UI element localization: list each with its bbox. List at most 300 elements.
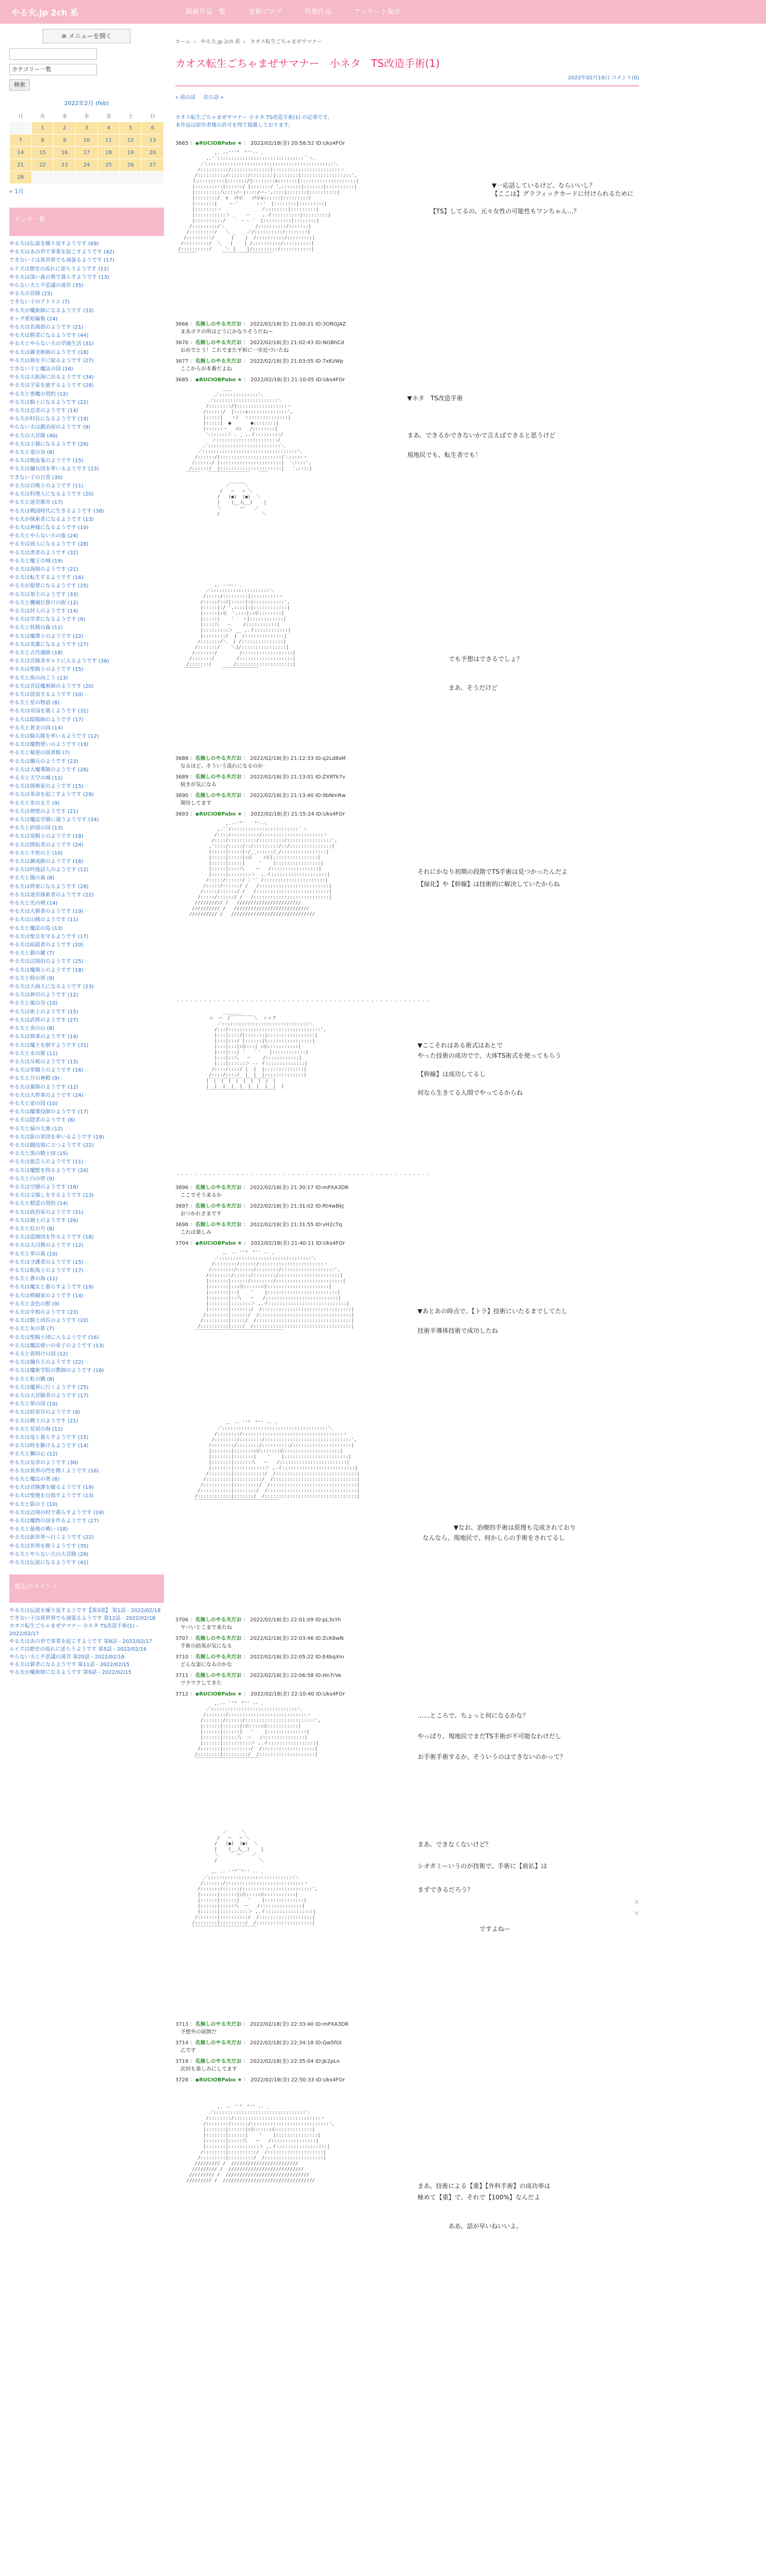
calendar-day (76, 172, 98, 184)
link-item[interactable]: やる夫は探検家のようです (15) (9, 784, 84, 790)
post-date: 2022/02/18(金) 22:33:40 (250, 2022, 314, 2027)
link-item[interactable]: やる夫と金色の獣 (9) (9, 1301, 60, 1307)
comment-item[interactable]: やる夫は伝説を繰り返すようです【第3部】 第1話 - 2022/02/18 (9, 1608, 161, 1614)
post-number: 3670 (175, 340, 189, 346)
calendar-day (142, 172, 164, 184)
link-item[interactable]: やる夫は戦士のようです (21) (9, 1418, 78, 1424)
post (175, 339, 639, 354)
speech-group (430, 150, 634, 305)
link-item[interactable]: やる夫と蒼の海 (11) (9, 1276, 58, 1282)
link-item[interactable]: やらない夫は鍛冶屋のようです (9) (9, 425, 91, 431)
speech-line: ああ、話が早いねいいよ。 (448, 2223, 523, 2230)
post (175, 140, 639, 147)
link-item[interactable]: やる夫は魔物使いのようです (19) (9, 742, 89, 748)
open-menu-button[interactable]: ≡ メニューを開く (43, 29, 130, 43)
calendar-day[interactable]: 28 (10, 172, 32, 184)
post-author: 名無しのやる夫だお (195, 756, 242, 761)
link-item[interactable]: やる夫は冒険者ギルドに入るようです (36) (9, 658, 109, 665)
article-title: カオス転生ごちゃまぜサマナー 小ネタ TS改造手術(1) (175, 57, 440, 70)
scroll-bottom-icon[interactable]: ∨ (634, 1909, 639, 1917)
link-item[interactable]: やる夫は大司教のようです (12) (9, 1243, 84, 1249)
link-item[interactable]: やる夫は聖騎士のようです (15) (9, 667, 84, 673)
link-item[interactable]: やる夫と炎の山 (8) (9, 1026, 55, 1032)
link-item[interactable]: やる夫は転生するようです (16) (9, 575, 84, 581)
post-date: 2022/02/18(金) 20:58:52 (250, 141, 314, 146)
link-item[interactable]: やる夫は傭兵のようです (23) (9, 758, 78, 765)
link-item[interactable]: やる夫と精霊の契約 (14) (9, 1201, 68, 1207)
link-item[interactable]: やる夫と機械仕掛けの街 (12) (9, 600, 78, 606)
link-item[interactable]: やる夫は異界の門を開くようです (16) (9, 1468, 99, 1474)
post-date: 2022/02/18(金) 21:13:01 (250, 774, 314, 780)
comment-item[interactable]: やる夫はあの世で事業を起こすようです 第8話 - 2022/02/17 (9, 1639, 153, 1645)
link-item[interactable]: やる夫は新世界へ行くようです (22) (9, 1535, 94, 1541)
link-item[interactable]: やる夫は聖騎士団に入るようです (16) (9, 1334, 99, 1341)
link-item[interactable]: やる夫は拳闘士のようです (16) (9, 1067, 84, 1074)
link-item[interactable]: やる夫は吸血鬼のようです (15) (9, 458, 84, 464)
post-id: ID:mPXA3DR (315, 2022, 349, 2027)
post-author: 名無しのやる夫だお (195, 1222, 242, 1228)
link-item[interactable]: やる夫が提督になるようです (25) (9, 583, 89, 589)
aa-art: ,. -‐ ''"￣"'' ‐- 、 ／:::::::::::::::::::::::::::::::::＼ /::::::::/:::::::::::::::::::::::::::::::ヽ /::::::::/::::::/::::::::::::::::::::::::::::', |:::::::|::::::|ｨ示:::::ｨ示:::::::::::::| |:::::::|::::::| ' |:::::::::::::::| |:::::::|:::::八 ー /::::::::::::::::| |:::::::|:::::::::::＞ ,.イ::::::::::::::::::| /::::::::|::::::::::/ /::::::::::::::::::::| /:::::::::|:::::::::/ /:::::::::::::::::::::| ///////// / //////////////////////// ///////// / /////////////////////////// ///////// / ////////////////////////////// ///////// / ///////////////////////////////// (186, 2105, 335, 2183)
link-item[interactable]: やる夫と竜の谷 (8) (9, 450, 55, 456)
post-number: 3710 (175, 1654, 189, 1660)
speech-line: お手術手術するか、そういうのはできないのかって？ (418, 1753, 567, 1760)
link-item[interactable]: ルイズは歴史の流れに逆らうようです (11) (9, 266, 109, 272)
link-item[interactable]: やる夫は勇者のようです (32) (9, 550, 78, 556)
link-item[interactable]: やる夫は騎士団長のようです (20) (9, 1318, 89, 1324)
post-date: 2022/02/18(金) 21:40:11 (250, 1241, 314, 1246)
link-item[interactable]: やる夫は守護者のようです (15) (9, 1259, 84, 1265)
link-item[interactable]: やる夫は魔剣士のようです (18) (9, 967, 84, 973)
link-item[interactable]: やる夫は魔王を倒すようです (31) (9, 1042, 89, 1048)
link-item[interactable]: やる夫は帝国を築くようです (31) (9, 708, 89, 715)
link-item[interactable]: やる夫は武将のようです (27) (9, 1017, 78, 1023)
speech-line: 【幹線】は成功してるし (418, 1071, 486, 1078)
speech-line: ▼なお、治療的手術は原理も完成されており (454, 1524, 576, 1531)
link-item[interactable]: やる夫は開拓者のようです (24) (9, 842, 84, 848)
link-item[interactable]: やる夫は薬師のようです (12) (9, 1084, 78, 1090)
post-id: ID:Rt4wBkJ (315, 1204, 344, 1209)
post-number: 3706 (175, 1617, 189, 1623)
link-item[interactable]: やらない夫と不思議の迷宮 (35) (9, 283, 84, 289)
link-item[interactable]: やる夫は盗賊団を作るようです (18) (9, 1234, 94, 1241)
calendar-day[interactable]: 17 (76, 147, 98, 159)
post-id: ID:Uks4FOr (315, 377, 345, 383)
aa-art: ,. -‐―‐- 、 ／:::::::::::::::::::::＼ /:::::/:::::::::|::::::::::ヽ /:::::/::/|:::::|:|:::::::::::', |:::::|:/ ',::::|:|::::::::::::| |:::::|ｨ示 ',:::|:ｨ示::::::::| |:::::| ' ヽ|::::::::::::| |::::八 ー /:::::::::::| |:::::::::＞ __ ,.イ::::::::::::| |::::::::/ | /::::::::::::::| /:::::::/＼ | /:::::::::::::::| /:::::::/ ＼|/::::::::::::::::| /:::::::/ /::::::::::::::::::| /:::::::/ /:::::::::::::::::::| /:::::::/ /::::::::::::::::::::| ￣￣￣￣ ￣￣￣￣￣￣￣￣ (184, 583, 295, 673)
link-item[interactable]: やる夫と翠の森 (10) (9, 1251, 58, 1257)
calendar-day[interactable]: 18 (97, 147, 120, 159)
link-item[interactable]: やる夫と迷宮都市 (17) (9, 500, 63, 506)
link-item[interactable]: やる夫は魔女と暮らすようです (19) (9, 1284, 94, 1291)
link-item[interactable]: やる夫が村長になるようです (19) (9, 416, 89, 422)
link-item[interactable]: やる夫は魔導士のようです (22) (9, 633, 84, 639)
calendar-day[interactable]: 8 (31, 134, 54, 147)
link-item[interactable]: やる夫は紋章官のようです (9) (9, 1410, 80, 1416)
post-body: これは楽しみ (180, 1230, 211, 1235)
link-item[interactable]: やる夫は剣を手に取るようです (27) (9, 358, 94, 364)
link-item[interactable]: やる夫はあの世で事業を起こすようです (42) (9, 249, 114, 256)
link-item[interactable]: やる夫は大将軍のようです (24) (9, 1092, 84, 1098)
calendar-day[interactable]: 15 (31, 147, 54, 159)
post-header: 3713 ：名無しのやる夫だお ： 2022/02/18(金) 22:33:40 ID:mPXA3DR (175, 2022, 349, 2027)
link-item[interactable]: やる夫は傭兵王のようです (22) (9, 1360, 84, 1366)
calendar-day[interactable]: 5 (120, 122, 142, 134)
link-item[interactable]: やる夫と悪魔の契約 (12) (9, 391, 68, 397)
aa-scene (175, 1701, 639, 1830)
link-item[interactable]: やる夫と秘密の図書館 (7) (9, 750, 70, 756)
link-item[interactable]: やる夫と海の向こう (13) (9, 675, 68, 681)
breadcrumb-category[interactable]: やる夫.jp 2ch 系 (201, 39, 241, 45)
comment-item[interactable]: できない子は異世界でも頑張るようです 第12話 - 2022/02/18 (9, 1616, 156, 1622)
calendar-day[interactable]: 16 (54, 147, 76, 159)
link-item[interactable]: やる夫は狩人のようです (14) (9, 608, 78, 614)
link-item[interactable]: やる夫は宮廷魔術師のようです (20) (9, 683, 94, 689)
prev-article-link[interactable]: « 前の話 (175, 95, 196, 100)
link-item[interactable]: やる夫は錬成師のようです (16) (9, 859, 84, 865)
link-item[interactable]: やる夫と黄金の国 (14) (9, 725, 63, 731)
speech-line: まずできるだろう？ (418, 1886, 474, 1893)
calendar-day[interactable]: 25 (97, 159, 120, 172)
link-item[interactable]: やる夫は聖地を目指すようです (13) (9, 1493, 94, 1499)
link-item[interactable]: やる夫は竜と暮らすようです (15) (9, 1435, 89, 1441)
link-item[interactable]: やる夫と緑の大地 (12) (9, 1126, 63, 1132)
link-item[interactable]: やる夫は術士のようです (15) (9, 1009, 78, 1015)
link-item[interactable]: やる夫の冒険 (25) (9, 291, 53, 297)
article-date: 2022年02月19日 (568, 75, 610, 81)
breadcrumb-series[interactable]: カオス転生ごちゃまぜサマナー (250, 39, 323, 45)
calendar-day[interactable]: 23 (54, 159, 76, 172)
link-item[interactable]: やる夫は学者になるようです (9) (9, 617, 86, 623)
link-item[interactable]: やる夫が探索者になるようです (13) (9, 516, 94, 522)
post-date: 2022/02/18(金) 21:03:05 (250, 359, 314, 364)
calendar-day[interactable]: 26 (120, 159, 142, 172)
link-item[interactable]: やる夫は放浪するようです (10) (9, 691, 84, 698)
link-item[interactable]: やる夫は政治家のようです (21) (9, 1209, 84, 1215)
link-item[interactable]: やる夫は迷宮探索者のようです (22) (9, 892, 94, 898)
post-body: おめでとう！これでまた平和に一歩近づいたね (180, 348, 289, 353)
link-item[interactable]: やる夫は賢者になるようです (44) (9, 333, 89, 339)
calendar-day[interactable]: 22 (31, 159, 54, 172)
link-item[interactable]: やる夫は傭兵団を率いるようです (23) (9, 466, 99, 472)
post-id: ID:vH2cTq (315, 1222, 342, 1228)
link-item[interactable]: やる夫と砂漠の国 (13) (9, 825, 63, 832)
post-author: 名無しのやる夫だお (195, 2059, 242, 2064)
link-item[interactable]: やる夫と魔王の城 (19) (9, 558, 63, 564)
post (175, 773, 639, 789)
speech-line: 現地民でも、転生者でも！ (407, 451, 482, 459)
speech-group (418, 1830, 547, 2021)
link-item[interactable]: やる夫は王様になるようです (26) (9, 441, 89, 447)
link-item[interactable]: やる夫は航海士のようです (17) (9, 1267, 84, 1274)
comment-item[interactable]: ルイズは歴史の流れに逆らうようです 第5話 - 2022/02/16 (9, 1647, 147, 1653)
next-article-link[interactable]: 次の話 » (203, 95, 224, 100)
link-item[interactable]: やる夫と灰の都 (7) (9, 1326, 55, 1332)
link-item[interactable]: やる夫が魔術師になるようです (33) (9, 308, 94, 314)
link-item[interactable]: やる夫は大航海に出るようです (34) (9, 375, 94, 381)
link-item[interactable]: やる夫は宇宙を旅するようです (29) (9, 383, 94, 389)
nav-item-works[interactable]: 掲載作品一覧 (186, 8, 226, 16)
link-item[interactable]: やる夫と不死の王 (10) (9, 850, 63, 856)
calendar-day (120, 172, 142, 184)
link-item[interactable]: やる夫は魔術学院の教師のようです (18) (9, 1368, 104, 1374)
category-select[interactable]: カテゴリー一覧 (9, 64, 97, 75)
link-item[interactable]: やる夫は魔物の国を作るようです (27) (9, 1518, 99, 1524)
link-item[interactable]: やる夫は大商人になるようです (23) (9, 984, 94, 990)
post (175, 1635, 639, 1650)
post-author: ◆RUCIOBPabo ★ (195, 2077, 242, 2083)
comment-item[interactable]: やる夫は賢者になるようです 第11話 - 2022/02/15 (9, 1662, 130, 1668)
post-number: 3696 (175, 1185, 189, 1191)
link-item[interactable]: やる夫と星の物語 (8) (9, 700, 60, 706)
post-header: 3706 ：名無しのやる夫だお ： 2022/02/18(金) 22:01:09 ID:pL3sYh (175, 1617, 341, 1623)
article-meta (175, 73, 639, 81)
link-item[interactable]: やる夫は魔導技師のようです (17) (9, 1109, 89, 1115)
link-item[interactable]: やる夫と魔法の島 (13) (9, 925, 63, 931)
link-item[interactable]: やる夫は執事のようです (14) (9, 1034, 78, 1040)
link-item[interactable]: やる夫は将軍になるようです (28) (9, 884, 89, 890)
link-item[interactable]: やる夫と夜明けの国 (12) (9, 1351, 68, 1358)
speech-line: まあ、できなくないけど？ (418, 1841, 492, 1848)
post-date: 2022/02/18(金) 22:35:04 (250, 2059, 314, 2064)
calendar-day[interactable]: 24 (76, 159, 98, 172)
link-item[interactable]: やる夫は剣聖のようです (21) (9, 808, 78, 815)
link-item[interactable]: やる夫と雷の国 (10) (9, 1100, 58, 1107)
link-item[interactable]: やる夫は海賊のようです (21) (9, 566, 78, 572)
link-item[interactable]: やる夫は暗殺者のようです (20) (9, 942, 84, 948)
link-item[interactable]: やる夫と黒の騎士団 (15) (9, 1151, 68, 1157)
link-item[interactable]: やる夫と古代遺跡 (18) (9, 650, 63, 656)
link-item[interactable]: やる夫は皇帝のようです (30) (9, 1460, 78, 1466)
link-item[interactable]: やる夫は山賊のようです (11) (9, 917, 78, 923)
comment-item[interactable]: やる夫が魔術師になるようです 第9話 - 2022/02/15 (9, 1670, 132, 1676)
link-item[interactable]: やる夫は料理人になるようです (20) (9, 492, 94, 498)
speech-group (418, 2105, 551, 2280)
post (175, 1653, 639, 1669)
calendar-day[interactable]: 11 (97, 134, 120, 147)
link-item[interactable]: やる夫は旅芸人のようです (11) (9, 1159, 84, 1165)
calendar-day[interactable]: 12 (120, 134, 142, 147)
link-item[interactable]: やる夫と鋼の心 (12) (9, 1451, 58, 1458)
scroll-controls (632, 1896, 641, 1919)
calendar-day[interactable]: 21 (10, 159, 32, 172)
speech-line: やっぱり、現地民でまだTS手術が不可能なわけだし (418, 1733, 561, 1740)
post-id: ID:Hn7rVe (315, 1673, 342, 1679)
link-item[interactable]: やる夫は竜騎士のようです (18) (9, 834, 84, 840)
link-item[interactable]: できない子のアトリエ (7) (9, 299, 70, 306)
link-item[interactable]: やる夫は大魔導師のようです (26) (9, 767, 89, 773)
link-item[interactable]: やる夫は錬金術師のようです (18) (9, 349, 89, 355)
speech-group (423, 1420, 576, 1606)
post-number: 3690 (175, 793, 189, 799)
post-header: 3697 ：名無しのやる夫だお ： 2022/02/18(金) 21:31:02 ID:Rt4wBkJ (175, 1204, 344, 1209)
link-item[interactable]: できない子は異世界でも頑張るようです (17) (9, 258, 114, 264)
calendar-day[interactable]: 13 (142, 134, 164, 147)
search-button[interactable]: 検索 (9, 79, 30, 91)
link-item[interactable]: やる夫は宝探しをするようです (13) (9, 1193, 94, 1199)
link-item[interactable]: やる夫と風の谷 (10) (9, 1001, 58, 1007)
link-item[interactable]: やる夫と月の神殿 (9) (9, 1076, 60, 1082)
link-item[interactable]: やる夫は深い森の奥で暮らすようです (13) (9, 274, 109, 280)
link-item[interactable]: やる夫は辺境伯のようです (25) (9, 959, 84, 965)
link-item[interactable]: やる夫と銀の鍵 (7) (9, 951, 55, 957)
aa-scene (175, 1830, 639, 2021)
link-item[interactable]: できない子と魔法の国 (16) (9, 366, 73, 372)
link-item[interactable]: やる夫は神様になるようです (10) (9, 524, 89, 531)
link-item[interactable]: やる夫は神官のようです (12) (9, 992, 78, 998)
calendar-day[interactable]: 4 (97, 122, 120, 134)
link-item[interactable]: やる夫は吟遊詩人のようです (12) (9, 867, 89, 873)
link-item[interactable]: やる夫と最後の戦い (18) (9, 1527, 68, 1533)
comment-list-item (9, 1622, 164, 1638)
link-item[interactable]: やる夫は聖女を守るようです (17) (9, 934, 89, 940)
calendar-day[interactable]: 6 (142, 122, 164, 134)
nav-item-featured[interactable]: 特集作品 (305, 8, 332, 16)
site-brand-logo[interactable]: やる夫.jp 2ch 系 (11, 8, 79, 18)
post-header: 3693 ：◆RUCIOBPabo ★ ： 2022/02/18(金) 21:15:24 ID:Uks4FOr (175, 811, 345, 817)
nav-item-survey[interactable]: アンケート集計 (354, 8, 401, 16)
link-item[interactable]: やる夫は魔法使いの弟子のようです (13) (9, 1343, 104, 1349)
calendar-day (97, 172, 120, 184)
breadcrumb-home[interactable]: ホーム (175, 39, 191, 45)
link-item[interactable]: やる夫は斥候のようです (13) (9, 1059, 78, 1065)
article-comment-count[interactable]: コメント(0) (611, 75, 639, 81)
link-item[interactable]: やる夫は騎士になるようです (22) (9, 399, 89, 405)
calendar-day[interactable]: 3 (76, 122, 98, 134)
link-item[interactable]: やる夫は伝説になるようです (41) (9, 1560, 89, 1566)
link-item[interactable]: やる夫は世界を救うようです (35) (9, 1543, 89, 1549)
speech-line: 【緑化】や【幹線】は技術的に解決していたからね (418, 880, 560, 888)
calendar-day[interactable]: 1 (31, 122, 54, 134)
post-id: ID:Uks4FOr (315, 141, 345, 146)
link-item[interactable]: できない子の日常 (30) (9, 474, 63, 481)
calendar-day[interactable]: 14 (10, 147, 32, 159)
post-id: ID:E4bqXm (315, 1654, 344, 1660)
post-id: ID:q2Ld8sM (315, 756, 346, 761)
post-author: 名無しのやる夫だお (195, 321, 242, 327)
link-item[interactable]: やる夫は領主のようです (33) (9, 591, 78, 598)
link-item[interactable]: やる夫は陰陽師のようです (17) (9, 717, 84, 723)
post-id: ID:Uks4FOr (315, 1241, 345, 1246)
scroll-top-icon[interactable]: ∧ (634, 1898, 639, 1905)
link-item[interactable]: やる夫は魔獣を狩るようです (20) (9, 1167, 89, 1174)
link-item[interactable]: やる夫と魔法の書 (8) (9, 1477, 60, 1483)
speech-group (418, 1010, 561, 1165)
post-header: 3714 ：名無しのやる夫だお ： 2022/02/18(金) 22:34:18 ID:Qw5fGt (175, 2040, 342, 2046)
link-item[interactable]: やる夫は戦国時代に生きるようです (38) (9, 508, 104, 514)
post-number: 3704 (175, 1241, 189, 1246)
calendar-day[interactable]: 27 (142, 159, 164, 172)
calendar-weekday: 土 (120, 110, 142, 122)
speech-line: それにかなり初期の段階でTS手術は見つかったんだよ (418, 868, 568, 875)
link-item[interactable]: やる夫は伝説を繰り返すようです (69) (9, 241, 99, 247)
link-item[interactable]: やる夫と天空の城 (11) (9, 775, 63, 781)
link-item[interactable]: やる夫とやらない夫の学園生活 (31) (9, 341, 94, 347)
post-body: ここでそう来るか (180, 1193, 222, 1198)
link-item[interactable]: やる夫と時の塔 (9) (9, 975, 55, 981)
aa-art: ／￣￣￣＼ / ─ ─ ＼ / (●) (●) ＼ | (__人__) | ＼ ｀ ⌒´ ／ / ＼ ,. -‐ ''"￣"'' ‐- 、 ／:::::::::::::::::::::::::::::::＼ /:::::::/::::::::::::::::::::::::::::ヽ /:::::::/::::::/:::::::::::::::::::::::::', |::::::|::::::|ｨ示::::ｨ示:::::::::::| |::::::|::::::| ' |::::::::::::::| |::::::|:::::八 ー /:::::::::::::::| |::::::|::::::::::＞ ,.イ:::::::::::::::::| /:::::::|::::::::::/ /:::::::::::::::::::| /::::::::|:::::::::/ /::::::::::::::::::::| ￣￣￣￣￣￣￣￣￣￣￣￣￣￣ (192, 1830, 318, 1931)
calendar-day[interactable]: 20 (142, 147, 164, 159)
link-item[interactable]: やる夫と妖精の森 (11) (9, 625, 63, 631)
link-item[interactable]: やる夫は空賊のようです (16) (9, 1184, 78, 1190)
post (175, 2058, 639, 2073)
link-item[interactable]: やる夫と星屑の海 (11) (9, 1426, 63, 1432)
search-input[interactable] (9, 48, 97, 60)
calendar-prev-month-link[interactable]: « 1月 (9, 188, 24, 195)
comment-item[interactable]: カオス転生ごちゃまぜサマナー 小ネタ TS改造手術(1) - 2022/02/17 (9, 1623, 138, 1637)
link-item[interactable]: やる夫は革命を起こすようです (29) (9, 792, 94, 798)
link-item[interactable]: やる夫は隠者のようです (8) (9, 1117, 75, 1124)
link-item[interactable]: やる夫と光の剣 (14) (9, 901, 58, 907)
link-item[interactable]: やる夫とやらない夫の旅 (24) (9, 533, 78, 539)
post (175, 1202, 639, 1218)
link-item[interactable]: やる夫は大冒険者のようです (17) (9, 1393, 89, 1399)
post-author: 名無しのやる夫だお (195, 793, 242, 799)
post (175, 755, 639, 770)
link-item[interactable]: やる夫は大賢者のようです (19) (9, 909, 84, 915)
link-item[interactable]: やる夫は辺境の村で暮らすようです (24) (9, 1510, 104, 1516)
nav-item-blog[interactable]: 更新ブログ (248, 8, 282, 16)
link-item[interactable]: やる夫と夢の国 (10) (9, 1401, 58, 1408)
link-item[interactable]: やる夫と闇の森 (8) (9, 875, 55, 882)
link-item[interactable]: やる夫は影の軍団を率いるようです (19) (9, 1134, 104, 1140)
calendar-day[interactable]: 7 (10, 134, 32, 147)
link-item[interactable]: やる夫は忍者のようです (14) (9, 408, 78, 414)
calendar-day[interactable]: 2 (54, 122, 76, 134)
link-item[interactable]: やる夫の大冒険 (40) (9, 433, 58, 439)
link-item[interactable]: やる夫は魔界に行くようです (25) (9, 1384, 89, 1391)
breadcrumb: ホーム › やる夫.jp 2ch 系 › カオス転生ごちゃまぜサマナー (175, 39, 323, 45)
post-header: 3707 ：名無しのやる夫だお ： 2022/02/18(金) 22:03:46 ID:ZcK8wN (175, 1636, 344, 1641)
link-item[interactable]: やる夫は商人になるようです (28) (9, 541, 89, 548)
comment-item[interactable]: やらない夫と不思議の迷宮 第20話 - 2022/02/16 (9, 1654, 125, 1660)
post-id: ID:Jk2pLn (315, 2059, 340, 2064)
intro-line: 本作品は原作者様の許可を得て掲載しております。 (175, 123, 294, 128)
link-item[interactable]: やる夫は召喚士のようです (11) (9, 483, 84, 489)
calendar-weekday: 月 (10, 110, 32, 122)
post-body: おつかれさまです (180, 1211, 222, 1217)
link-item[interactable]: やる夫は冒険譚を綴るようです (19) (9, 1485, 94, 1491)
link-item[interactable]: やる夫と白の塔 (9) (9, 1176, 55, 1182)
link-item[interactable]: やる夫は闘技場に立つようです (22) (9, 1142, 94, 1148)
link-item[interactable]: やる夫と紅の月 (8) (9, 1226, 55, 1232)
link-item[interactable]: やる夫は英雄になるようです (27) (9, 641, 89, 648)
calendar-day[interactable]: 19 (120, 147, 142, 159)
link-item[interactable]: やる夫と水の都 (11) (9, 1050, 58, 1057)
link-item[interactable]: やる夫は名探偵のようです (21) (9, 325, 84, 331)
post-number: 3693 (175, 811, 189, 817)
post-date: 2022/02/18(金) 21:31:55 (250, 1222, 314, 1228)
link-item[interactable]: やる夫は剣士のようです (26) (9, 1217, 78, 1224)
speech-line: やった技術の成功でで、大体TS術式を使ってもらう (418, 1052, 561, 1059)
link-item[interactable]: やる夫は魔法学園に通うようです (34) (9, 817, 99, 823)
post-number: 3666 (175, 321, 189, 327)
link-item[interactable]: やる夫と虹の橋 (8) (9, 1376, 55, 1382)
calendar-day[interactable]: 9 (54, 134, 76, 147)
speech-line: 極めて【重】で、それで【100%】なんだよ (418, 2194, 541, 2201)
link-item[interactable]: ギャグ系短編集 (24) (9, 316, 58, 322)
post-header: 3685 ：◆RUCIOBPabo ★ ： 2022/02/18(金) 21:10:05 ID:Uks4FOr (175, 377, 345, 383)
link-item[interactable]: やる夫は格闘家のようです (14) (9, 1293, 84, 1299)
calendar-day[interactable]: 10 (76, 134, 98, 147)
link-item[interactable]: やる夫は騎兵隊を率いるようです (12) (9, 733, 99, 739)
post-number: 3689 (175, 774, 189, 780)
link-item[interactable]: やる夫は時を駆けるようです (14) (9, 1443, 89, 1449)
link-item[interactable]: やる夫とやらない夫の大冒険 (29) (9, 1551, 89, 1557)
link-item[interactable]: やる夫と影の王 (10) (9, 1501, 58, 1507)
link-item[interactable]: やる夫は宰相のようです (23) (9, 1310, 78, 1315)
link-item[interactable]: やる夫と氷の女王 (9) (9, 800, 60, 806)
calendar-day (10, 122, 32, 134)
